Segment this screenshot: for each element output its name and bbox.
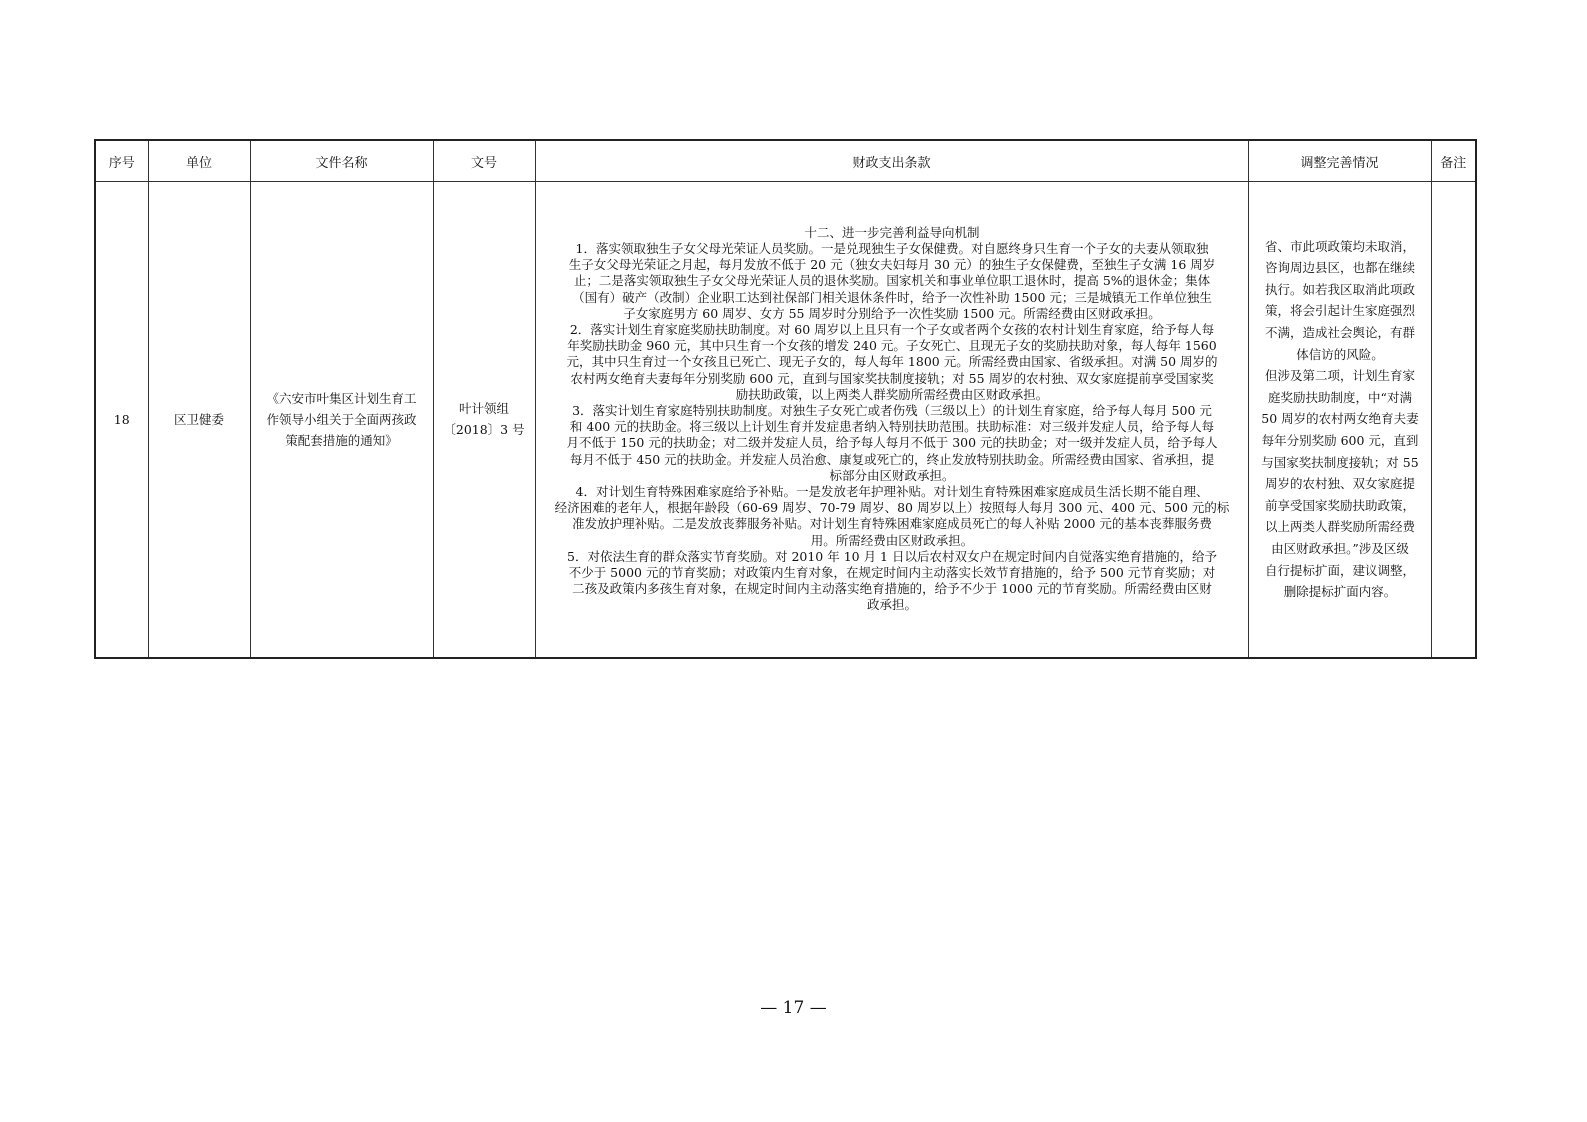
clause-line: 4．对计划生育特殊困难家庭给予补贴。一是发放老年护理补贴。对计划生育特殊困难家庭成员生活长期不能自理、: [575, 484, 1209, 500]
row-doc-number: [433, 182, 535, 658]
header-doc-number: 文号: [433, 140, 535, 182]
row-note: [1431, 182, 1476, 658]
clause-line: 政承担。: [866, 597, 917, 613]
adjust-line: 体信访的风险。: [1296, 346, 1384, 362]
adjust-line: 咨询周边县区，也都在继续: [1264, 260, 1415, 276]
clause-line: 元，其中只生育过一个女孩且已死亡、现无子女的，每人每年 1800 元。所需经费由国家、省级承担。对满 50 周岁的: [566, 354, 1218, 370]
adjust-line: 前享受国家奖励扶助政策，: [1264, 497, 1415, 513]
header-unit: 单位: [148, 140, 250, 182]
clause-line: 农村两女绝育夫妻每年分别奖励 600 元，直到与国家奖扶制度接轨；对 55 周岁的农村独、双女家庭提前享受国家奖: [570, 370, 1214, 386]
doc-name-line: 作领导小组关于全面两孩政: [266, 411, 417, 427]
header-clause: 财政支出条款: [535, 140, 1248, 182]
header-doc-name: 文件名称: [250, 140, 433, 182]
adjust-line: 庭奖励扶助制度，中“对满: [1268, 389, 1412, 405]
row-index: 18: [95, 182, 148, 658]
clause-line: 二孩及政策内多孩生育对象，在规定时间内主动落实绝育措施的，给予不少于 1000 元的节育奖励。所需经费由区财: [572, 581, 1212, 597]
clause-line: 子女家庭男方 60 周岁、女方 55 周岁时分别给予一次性奖励 1500 元。所需经费由区财政承担。: [623, 305, 1161, 321]
doc-number-line: 叶计领组: [458, 401, 509, 417]
clause-line: 3．落实计划生育家庭特别扶助制度。对独生子女死亡或者伤残（三级以上）的计划生育家庭，给予每人每月 500 元: [572, 403, 1212, 419]
clause-line: 月不低于 150 元的扶助金；对二级并发症人员，给予每人每月不低于 300 元的扶助金；对一级并发症人员，给予每人: [566, 435, 1218, 451]
adjust-line: 与国家奖扶制度接轨；对 55: [1261, 454, 1419, 470]
adjust-line: 每年分别奖励 600 元，直到: [1261, 433, 1419, 449]
table-row: [95, 182, 1476, 658]
clause-line: 励扶助政策，以上两类人群奖励所需经费由区财政承担。: [735, 386, 1049, 402]
row-adjust: [1248, 182, 1431, 658]
adjust-line: 周岁的农村独、双女家庭提: [1264, 476, 1415, 492]
policy-table: [94, 139, 1477, 659]
row-doc-name: [250, 182, 433, 658]
clause-line: 5．对依法生育的群众落实节育奖励。对 2010 年 10 月 1 日以后农村双女户在规定时间内自觉落实绝育措施的，给予: [567, 548, 1217, 564]
header-note: 备注: [1431, 140, 1476, 182]
clause-line: 1．落实领取独生子女父母光荣证人员奖励。一是兑现独生子女保健费。对自愿终身只生育一个子女的夫妻从领取独: [575, 241, 1209, 257]
clause-line: 每月不低于 450 元的扶助金。并发症人员治愈、康复或死亡的，终止发放特别扶助金。所需经费由国家、省承担，提: [569, 451, 1215, 467]
header-adjust: 调整完善情况: [1248, 140, 1431, 182]
clause-line: 经济困难的老年人，根据年龄段（60-69 周岁、70-79 周岁、80 周岁以上）按照每人每月 300 元、400 元、500 元的标: [554, 500, 1230, 516]
adjust-line: 不满，造成社会舆论，有群: [1264, 325, 1415, 341]
clause-line: 准发放护理补贴。二是发放丧葬服务补贴。对计划生育特殊困难家庭成员死亡的每人补贴 2000 元的基本丧葬服务费: [572, 516, 1212, 532]
clause-line: 2．落实计划生育家庭奖励扶助制度。对 60 周岁以上且只有一个子女或者两个女孩的农村计划生育家庭，给予每人每: [569, 322, 1215, 338]
doc-number-line: 〔2018〕3 号: [443, 422, 525, 438]
adjust-line: 但涉及第二项，计划生育家: [1264, 368, 1415, 384]
clause-line: 不少于 5000 元的节育奖励；对政策内生育对象，在规定时间内主动落实长效节育措施的，给予 500 元节育奖励；对: [568, 565, 1216, 581]
clause-line: （国有）破产（改制）企业职工达到社保部门相关退休条件时，给予一次性补助 1500 元；三是城镇无工作单位独生: [572, 289, 1212, 305]
clause-line: 止；二是落实领取独生子女父母光荣证人员的退休奖励。国家机关和事业单位职工退休时，提高 5%的退休金；集体: [573, 273, 1211, 289]
adjust-line: 自行提标扩面，建议调整，: [1264, 562, 1415, 578]
adjust-line: 以上两类人群奖励所需经费: [1264, 519, 1415, 535]
clause-line: 标部分由区财政承担。: [829, 467, 955, 483]
clause-line: 和 400 元的扶助金。将三级以上计划生育并发症患者纳入特别扶助范围。扶助标准：对三级并发症人员，给予每人每: [569, 419, 1215, 435]
adjust-line: 由区财政承担。”涉及区级: [1271, 541, 1409, 557]
doc-name-line: 《六安市叶集区计划生育工: [266, 390, 417, 406]
adjust-line: 省、市此项政策均未取消，: [1264, 238, 1415, 254]
clause-line: 生子女父母光荣证之月起，每月发放不低于 20 元（独女夫妇每月 30 元）的独生子女保健费，至独生子女满 16 周岁: [568, 257, 1216, 273]
clause-line: 用。所需经费由区财政承担。: [810, 532, 974, 548]
doc-name-line: 策配套措施的通知》: [285, 432, 398, 448]
page-number: — 17 —: [760, 998, 827, 1018]
adjust-line: 删除提标扩面内容。: [1283, 584, 1397, 600]
clause-line: 年奖励扶助金 960 元，其中只生育一个女孩的增发 240 元。子女死亡、且现无子女的奖励扶助对象，每人每年 1560: [567, 338, 1217, 354]
adjust-line: 50 周岁的农村两女绝育夫妻: [1261, 411, 1419, 427]
clause-line: 十二、进一步完善利益导向机制: [804, 224, 980, 240]
row-unit: 区卫健委: [148, 182, 250, 658]
header-row: [95, 140, 1476, 182]
adjust-line: 策，将会引起计生家庭强烈: [1264, 303, 1415, 319]
row-clause: [535, 182, 1248, 658]
header-index: 序号: [95, 140, 148, 182]
adjust-line: 执行。如若我区取消此项政: [1264, 281, 1415, 297]
